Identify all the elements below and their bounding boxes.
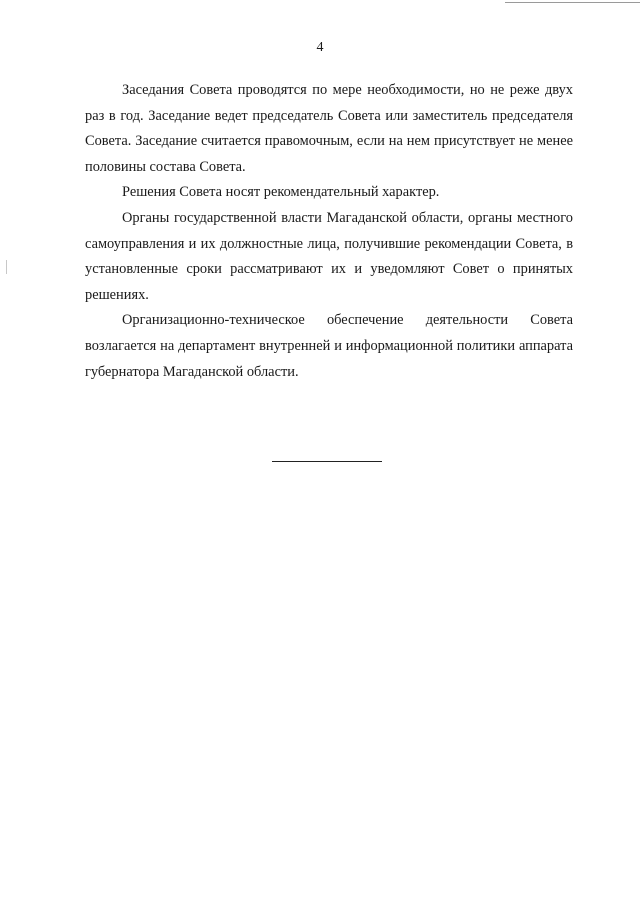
paragraph-decisions: Решения Совета носят рекомендательный характер. [122,184,440,201]
paragraph-support: Организационно-техническое обеспечение деятельности Совета возлагается на департамент внутренней и информационной политики аппарата губернатора Магаданской области. [85,312,573,380]
page-number: 4 [316,40,324,55]
end-of-document-rule [272,461,382,462]
document-body [85,78,573,385]
paragraph-authorities: Органы государственной власти Магаданской области, органы местного самоуправления и их должностные лица, получившие рекомендации Совета, в установленные сроки рассматривают их и уведомляют Совет о принятых решениях. [85,209,573,303]
scan-edge-mark [6,260,7,274]
paragraph-meetings: Заседания Совета проводятся по мере необходимости, но не реже двух раз в год. Заседание ведет председатель Совета или заместитель председателя Совета. Заседание считается правомочным, если на нем присутствует не менее половины состава Совета. [85,82,573,175]
scan-edge-line [505,2,640,3]
